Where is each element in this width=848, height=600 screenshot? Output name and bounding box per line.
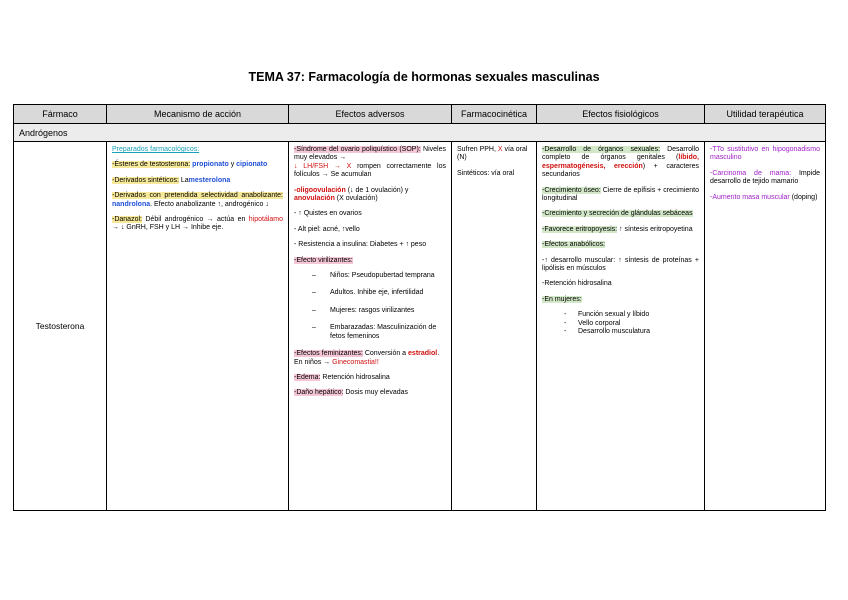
mujeres-list: [542, 311, 699, 336]
sop-text-1: Niveles muy elevados →: [294, 146, 446, 162]
header-mecanismo: Mecanismo de acción: [107, 105, 289, 124]
danazol-text-1: Débil androgénico → actúa en: [145, 216, 246, 224]
list-item: – Niños: Pseudopubertad temprana: [312, 272, 446, 280]
edema-text: Retención hidrosalina: [322, 373, 390, 381]
cell-utilidad: [705, 142, 826, 511]
header-row: [14, 105, 826, 124]
insulina-text: - Resistencia a insulina: Diabetes + ↑ peso: [294, 241, 427, 249]
quistes-text: - ↑ Quistes en ovarios: [294, 210, 362, 218]
femin-estradiol: estradiol: [408, 350, 438, 358]
cell-mecanismo: [107, 142, 289, 511]
oligo-label: -oligoovulación: [294, 186, 346, 194]
pk-text-1a: Sufren PPH,: [457, 146, 496, 153]
esteres-drug-b: cipionato: [236, 161, 268, 169]
viril-list: [294, 272, 446, 341]
section-label: Andrógenos: [14, 124, 826, 142]
pretendida-drug: nandrolona: [112, 200, 151, 208]
danazol-hipotalamo: hipotálamo: [248, 216, 284, 224]
section-row: [14, 124, 826, 142]
cell-farmaco: Testosterona: [14, 142, 107, 511]
hepatico-label: -Daño hepático:: [294, 389, 344, 397]
tto-text: -TTo sustitutivo en hipogonadismo masculino: [710, 146, 820, 162]
aumento-text: -Aumento masa muscular: [710, 193, 790, 201]
esteres-label: -Ésteres de testosterona:: [112, 161, 191, 169]
femin-text-2: . En niños →: [294, 350, 440, 366]
oseo-text: Cierre de epífisis + crecimiento longitudinal: [542, 186, 699, 203]
femin-text-1: Conversión a: [364, 350, 407, 358]
header-fisiologicos: Efectos fisiológicos: [537, 105, 705, 124]
anov-label: anovulación: [294, 195, 335, 203]
oligo-text: (↓ de 1 ovulación) y: [347, 186, 409, 194]
glandulas-label: -Crecimiento y secreción de glándulas sebáceas: [542, 210, 693, 218]
table-row: [14, 142, 826, 511]
pretendida-text: . Efecto anabolizante ↑, androgénico ↓: [150, 200, 269, 208]
danazol-label: -Danazol:: [112, 216, 142, 224]
header-farmaco: Fármaco: [14, 105, 107, 124]
esteres-drug-a: propionato: [192, 161, 229, 169]
retencion-text: -Retención hidrosalina: [542, 280, 612, 288]
desarrollo-text-2: ) + caracteres secundarios: [542, 162, 699, 179]
desarrollo-label: -Desarrollo de órganos sexuales:: [542, 146, 661, 153]
carcinoma-text: Impide desarrollo de tejido mamario: [710, 169, 820, 186]
sop-label: -Síndrome del ovario poliquístico (SOP):: [294, 146, 421, 153]
doping-text: (doping): [791, 193, 818, 201]
header-utilidad: Utilidad terapéutica: [705, 105, 826, 124]
piel-text: - Alt piel: acné, ↑vello: [294, 225, 360, 233]
desarrollo-text-1: Desarrollo completo de órganos genitales (: [542, 146, 699, 162]
edema-label: -Edema:: [294, 373, 321, 381]
list-item: – Mujeres: rasgos virilizantes: [312, 307, 446, 315]
femin-ginecomastia: Ginecomastia!!: [332, 358, 379, 366]
eritro-label: -Favorece eritropoyesis:: [542, 225, 618, 233]
list-item: – Embarazadas: Masculinización de fetos femeninos: [312, 324, 446, 341]
anabolicos-text: -↑ desarrollo muscular: ↑ síntesis de proteínas + lipólisis en músculos: [542, 256, 699, 273]
hepatico-text: Dosis muy elevadas: [345, 389, 409, 397]
list-item: - Desarrollo musculatura: [564, 328, 699, 336]
viril-label: -Efecto virilizantes:: [294, 256, 353, 264]
cell-fisiologicos: [537, 142, 705, 511]
desarrollo-red: líbido, espermatogénesis, erección: [542, 154, 699, 170]
list-item: – Adultos. Inhibe eje, infertilidad: [312, 289, 446, 297]
pk-x: X: [497, 146, 503, 153]
esteres-conj: y: [230, 161, 235, 169]
cell-adversos: [289, 142, 452, 511]
preparados-heading: Preparados farmacológicos:: [112, 146, 200, 153]
pretendida-label: -Derivados con pretendida selectividad anabolizante:: [112, 192, 283, 200]
oseo-label: -Crecimiento óseo:: [542, 186, 601, 194]
pk-text-1b: vía oral (N): [457, 146, 528, 162]
pharmacology-table: [13, 104, 826, 511]
sinteticos-text: La: [180, 176, 189, 184]
list-item: - Vello corporal: [564, 320, 699, 328]
page-title: TEMA 37: Farmacología de hormonas sexuales masculinas: [248, 70, 600, 84]
eritro-text: ↑ síntesis eritropoyetina: [619, 225, 693, 233]
cell-farmacocinetica: [452, 142, 537, 511]
sinteticos-label: -Derivados sintéticos:: [112, 176, 179, 184]
sop-text-3: rompen correctamente los folículos → Se acumulan: [294, 162, 446, 179]
anov-text: (X ovulación): [336, 195, 378, 203]
mujeres-label: -En mujeres:: [542, 295, 582, 303]
sop-text-2: ↓ LH/FSH → X: [294, 162, 352, 170]
list-item: - Función sexual y líbido: [564, 311, 699, 319]
sinteticos-drug: mesterolona: [188, 176, 231, 184]
anabolicos-label: -Efectos anabólicos:: [542, 241, 606, 249]
pk-text-2: Sintéticos: vía oral: [457, 169, 515, 177]
carcinoma-label: -Carcinoma de mama:: [710, 169, 792, 177]
header-farmacocinetica: Farmacocinética: [452, 105, 537, 124]
femin-label: -Efectos feminizantes:: [294, 350, 363, 358]
danazol-text-2: → ↓ GnRH, FSH y LH → Inhibe eje.: [112, 224, 224, 232]
header-adversos: Efectos adversos: [289, 105, 452, 124]
